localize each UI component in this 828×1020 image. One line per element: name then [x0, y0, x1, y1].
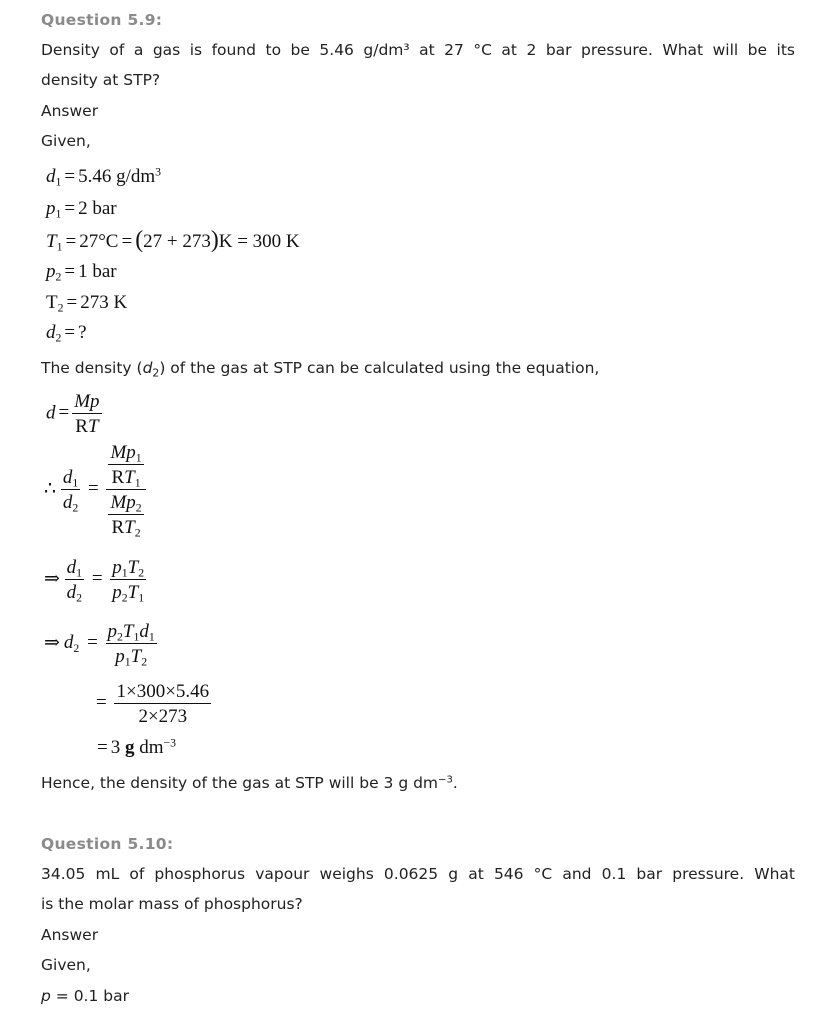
- given-T1: $T_1 = 27^\circ C = (27 + 273)K = 300$ K: [46, 227, 300, 254]
- numeric-substitution: = $\frac{1\times 300\times 5.46}{2\times 273}$: [96, 681, 210, 727]
- given-T2: $T_2 = 273$ K: [46, 292, 128, 315]
- answer-label: Answer: [41, 102, 99, 120]
- document-page: [41, 0, 795, 1020]
- d2-expression: ⇒ $d_2$ = $\frac{p_2T_1d_1}{p_1T_2}$: [44, 621, 155, 669]
- question-5-10-heading: Question 5.10:: [41, 835, 174, 853]
- question-5-10-text-line1: 34.05 mL of phosphorus vapour weighs 0.0625 g at 546 °C and 0.1 bar pressure. What: [41, 865, 795, 883]
- question-5-9-text-line2: density at STP?: [41, 71, 161, 89]
- conclusion-text: Hence, the density of the gas at STP will be 3 g $dm^{-3}$.: [41, 774, 458, 792]
- given-p2: $p_2 = 1$ bar: [46, 261, 117, 284]
- given-p-5-10: p = 0.1 bar: [41, 987, 129, 1005]
- answer-label-5-10: Answer: [41, 926, 99, 944]
- simplified-ratio: ⇒ $\frac{d_1}{d_2}$ = $\frac{p_1T_2}{p_2T_1}$: [44, 557, 145, 605]
- question-5-9-text-line1: Density of a gas is found to be 5.46 g/dm³ at 27 °C at 2 bar pressure. What will be its: [41, 41, 795, 59]
- given-label: Given,: [41, 132, 91, 150]
- given-d2: $d_2$ = ?: [46, 322, 87, 345]
- density-ratio-formula: ∴ $\frac{d_1}{d_2}$ = $\frac{\frac{Mp_1}{RT_1}}{\frac{Mp_2}{RT_2}}$: [44, 443, 146, 537]
- equation-intro: The density $(d_2)$ of the gas at STP can be calculated using the equation,: [41, 359, 600, 380]
- given-label-5-10: Given,: [41, 956, 91, 974]
- question-5-9-heading: Question 5.9:: [41, 11, 163, 29]
- question-5-10-text-line2: is the molar mass of phosphorus?: [41, 895, 303, 913]
- given-d1: $d_1 = 5.46$ $g/dm^3$: [46, 165, 162, 189]
- final-result: = 3 g $dm^{-3}$: [97, 736, 177, 758]
- density-formula: d = $\frac{Mp}{RT}$: [46, 391, 100, 437]
- given-p1: $p_1 = 2$ bar: [46, 198, 117, 221]
